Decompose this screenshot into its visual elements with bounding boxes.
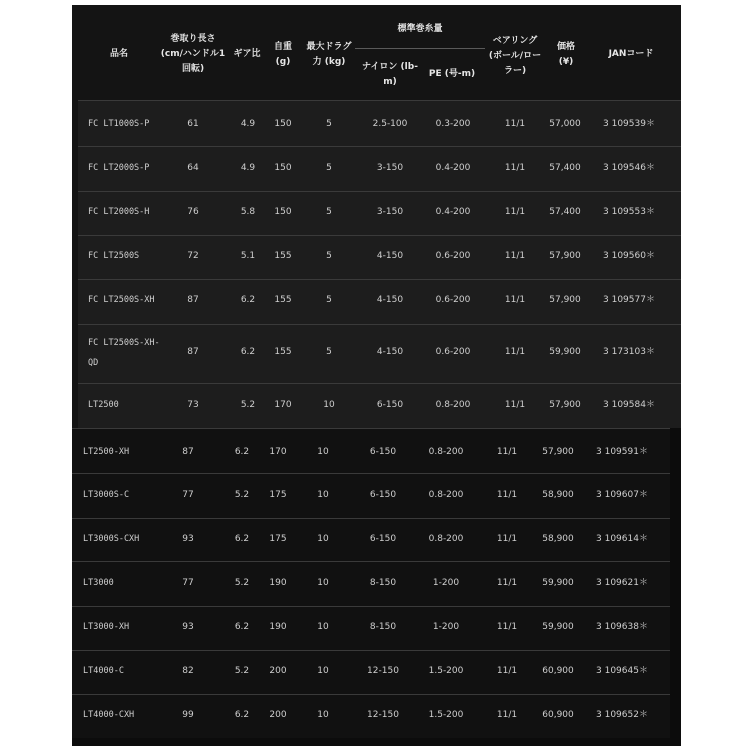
row-winding-value: 72 — [187, 251, 199, 261]
row-price-value: 57,900 — [549, 295, 581, 305]
row-price-value: 57,900 — [549, 251, 581, 261]
row-price-value: 58,900 — [542, 490, 574, 500]
row-weight-value: 200 — [269, 666, 287, 676]
header-capacity-divider — [355, 48, 485, 49]
row-bearing-value: 11/1 — [504, 251, 526, 261]
row-weight-value: 150 — [274, 163, 292, 173]
row-model-name: FC LT1000S-P — [88, 119, 150, 129]
row-divider — [78, 383, 681, 384]
row-winding-value: 82 — [182, 666, 194, 676]
row-price-value: 59,900 — [549, 347, 581, 357]
row-divider — [72, 606, 670, 607]
row-nylon-value: 8-150 — [369, 622, 397, 632]
row-winding-value: 73 — [187, 400, 199, 410]
row-drag-value: 10 — [317, 710, 329, 720]
row-jan-value: 3 109614＊ — [596, 534, 648, 544]
row-gear-value: 6.2 — [240, 347, 256, 357]
row-winding-value: 77 — [182, 578, 194, 588]
row-gear-value: 5.1 — [240, 251, 256, 261]
row-pe-value: 0.8-200 — [428, 534, 464, 544]
row-bearing-value: 11/1 — [504, 119, 526, 129]
row-nylon-value: 2.5-100 — [372, 119, 408, 129]
row-nylon-value: 6-150 — [369, 490, 397, 500]
row-model-name: FC LT2000S-P — [88, 163, 150, 173]
header-name: 品名 — [109, 49, 128, 59]
row-winding-value: 87 — [187, 295, 199, 305]
row-model-name: LT4000-CXH — [83, 710, 135, 720]
row-pe-value: 1.5-200 — [428, 666, 464, 676]
row-winding-value: 76 — [187, 207, 199, 217]
row-drag-value: 5 — [326, 207, 332, 217]
header-gear-ratio: ギア比 — [233, 49, 261, 59]
row-divider — [72, 518, 670, 519]
row-winding-value: 61 — [187, 119, 199, 129]
row-jan-value: 3 173103＊ — [603, 347, 655, 357]
row-bearing-value: 11/1 — [504, 207, 526, 217]
row-nylon-value: 4-150 — [376, 251, 404, 261]
row-bearing-value: 11/1 — [504, 295, 526, 305]
row-weight-value: 200 — [269, 710, 287, 720]
row-jan-value: 3 109546＊ — [603, 163, 655, 173]
row-jan-value: 3 109553＊ — [603, 207, 655, 217]
row-jan-value: 3 109607＊ — [596, 490, 648, 500]
row-pe-value: 0.4-200 — [435, 207, 471, 217]
row-price-value: 59,900 — [542, 578, 574, 588]
row-gear-value: 5.2 — [234, 578, 250, 588]
row-bearing-value: 11/1 — [504, 400, 526, 410]
row-nylon-value: 6-150 — [369, 534, 397, 544]
row-gear-value: 4.9 — [240, 163, 256, 173]
row-pe-value: 0.6-200 — [435, 347, 471, 357]
row-nylon-value: 8-150 — [369, 578, 397, 588]
row-gear-value: 6.2 — [234, 622, 250, 632]
row-jan-value: 3 109645＊ — [596, 666, 648, 676]
row-nylon-value: 3-150 — [376, 207, 404, 217]
row-price-value: 60,900 — [542, 710, 574, 720]
row-divider — [78, 324, 681, 325]
row-jan-value: 3 109621＊ — [596, 578, 648, 588]
row-weight-value: 190 — [269, 622, 287, 632]
row-weight-value: 155 — [274, 251, 292, 261]
row-divider — [78, 100, 681, 101]
row-jan-value: 3 109591＊ — [596, 447, 648, 457]
row-model-name: LT3000 — [83, 578, 114, 588]
row-jan-value: 3 109539＊ — [603, 119, 655, 129]
row-gear-value: 6.2 — [234, 534, 250, 544]
row-bearing-value: 11/1 — [496, 534, 518, 544]
row-weight-value: 155 — [274, 295, 292, 305]
row-price-value: 57,400 — [549, 163, 581, 173]
row-nylon-value: 12-150 — [367, 710, 399, 720]
row-bearing-value: 11/1 — [496, 666, 518, 676]
row-bearing-value: 11/1 — [496, 578, 518, 588]
row-weight-value: 170 — [274, 400, 292, 410]
header-line-capacity: 標準巻糸量 — [397, 24, 443, 34]
row-drag-value: 10 — [317, 447, 329, 457]
row-drag-value: 10 — [317, 534, 329, 544]
row-jan-value: 3 109638＊ — [596, 622, 648, 632]
row-winding-value: 93 — [182, 622, 194, 632]
row-pe-value: 0.8-200 — [428, 490, 464, 500]
row-price-value: 57,400 — [549, 207, 581, 217]
header-max-drag: 最大ドラグ 力 (kg) — [306, 42, 352, 67]
row-weight-value: 170 — [269, 447, 287, 457]
row-weight-value: 190 — [269, 578, 287, 588]
row-drag-value: 5 — [326, 119, 332, 129]
row-gear-value: 5.8 — [240, 207, 256, 217]
row-nylon-value: 3-150 — [376, 163, 404, 173]
row-nylon-value: 12-150 — [367, 666, 399, 676]
row-price-value: 59,900 — [542, 622, 574, 632]
row-pe-value: 0.6-200 — [435, 251, 471, 261]
row-gear-value: 5.2 — [234, 666, 250, 676]
row-model-name: FC LT2000S-H — [88, 207, 150, 217]
row-price-value: 57,900 — [549, 400, 581, 410]
row-divider — [72, 650, 670, 651]
row-divider — [72, 561, 670, 562]
row-drag-value: 5 — [326, 347, 332, 357]
header-weight: 自重 (g) — [273, 42, 292, 67]
row-model-name: LT3000-XH — [83, 622, 130, 632]
row-nylon-value: 6-150 — [376, 400, 404, 410]
row-nylon-value: 4-150 — [376, 347, 404, 357]
header-pe: PE (号-m) — [428, 69, 476, 79]
row-drag-value: 10 — [317, 622, 329, 632]
row-divider — [78, 146, 681, 147]
row-model-name: LT3000S-C — [83, 490, 130, 500]
row-model-name: FC LT2500S-XH — [88, 295, 155, 305]
row-divider — [72, 473, 670, 474]
row-weight-value: 175 — [269, 490, 287, 500]
header-nylon: ナイロン (lb- m) — [362, 62, 418, 87]
row-price-value: 60,900 — [542, 666, 574, 676]
row-bearing-value: 11/1 — [496, 447, 518, 457]
row-jan-value: 3 109652＊ — [596, 710, 648, 720]
row-winding-value: 87 — [182, 447, 194, 457]
row-bearing-value: 11/1 — [496, 710, 518, 720]
row-drag-value: 5 — [326, 251, 332, 261]
row-pe-value: 0.4-200 — [435, 163, 471, 173]
row-gear-value: 6.2 — [240, 295, 256, 305]
row-bearing-value: 11/1 — [504, 347, 526, 357]
row-pe-value: 0.8-200 — [428, 447, 464, 457]
row-model-name: LT3000S-CXH — [83, 534, 140, 544]
row-weight-value: 150 — [274, 207, 292, 217]
row-winding-value: 64 — [187, 163, 199, 173]
row-winding-value: 87 — [187, 347, 199, 357]
row-weight-value: 150 — [274, 119, 292, 129]
row-drag-value: 5 — [326, 163, 332, 173]
row-nylon-value: 6-150 — [369, 447, 397, 457]
header-price: 価格 (¥) — [556, 42, 575, 67]
row-winding-value: 99 — [182, 710, 194, 720]
row-price-value: 57,900 — [542, 447, 574, 457]
row-divider — [78, 235, 681, 236]
row-bearing-value: 11/1 — [496, 490, 518, 500]
row-drag-value: 10 — [317, 666, 329, 676]
row-pe-value: 0.3-200 — [435, 119, 471, 129]
row-model-name: FC LT2500S-XH- QD — [88, 338, 160, 368]
row-pe-value: 0.8-200 — [435, 400, 471, 410]
row-pe-value: 1-200 — [432, 578, 460, 588]
row-gear-value: 4.9 — [240, 119, 256, 129]
row-jan-value: 3 109577＊ — [603, 295, 655, 305]
row-divider — [72, 428, 670, 429]
row-weight-value: 155 — [274, 347, 292, 357]
row-model-name: LT2500 — [88, 400, 119, 410]
row-gear-value: 6.2 — [234, 447, 250, 457]
row-model-name: LT4000-C — [83, 666, 124, 676]
row-nylon-value: 4-150 — [376, 295, 404, 305]
row-winding-value: 77 — [182, 490, 194, 500]
row-weight-value: 175 — [269, 534, 287, 544]
row-model-name: FC LT2500S — [88, 251, 140, 261]
header-bearing: ベアリング (ボール/ロー ラー) — [488, 36, 542, 76]
row-price-value: 57,000 — [549, 119, 581, 129]
row-divider — [78, 279, 681, 280]
row-drag-value: 10 — [317, 578, 329, 588]
row-bearing-value: 11/1 — [504, 163, 526, 173]
row-bearing-value: 11/1 — [496, 622, 518, 632]
row-divider — [72, 694, 670, 695]
row-price-value: 58,900 — [542, 534, 574, 544]
row-gear-value: 5.2 — [234, 490, 250, 500]
row-drag-value: 10 — [323, 400, 335, 410]
header-jan-code: JANコード — [608, 49, 654, 59]
row-pe-value: 1.5-200 — [428, 710, 464, 720]
row-divider — [78, 191, 681, 192]
row-jan-value: 3 109584＊ — [603, 400, 655, 410]
row-pe-value: 0.6-200 — [435, 295, 471, 305]
row-jan-value: 3 109560＊ — [603, 251, 655, 261]
row-drag-value: 5 — [326, 295, 332, 305]
row-drag-value: 10 — [317, 490, 329, 500]
row-pe-value: 1-200 — [432, 622, 460, 632]
row-gear-value: 5.2 — [240, 400, 256, 410]
row-winding-value: 93 — [182, 534, 194, 544]
row-model-name: LT2500-XH — [83, 447, 130, 457]
header-winding-length: 巻取り長さ (cm/ハンドル1 回転) — [160, 34, 226, 74]
row-gear-value: 6.2 — [234, 710, 250, 720]
